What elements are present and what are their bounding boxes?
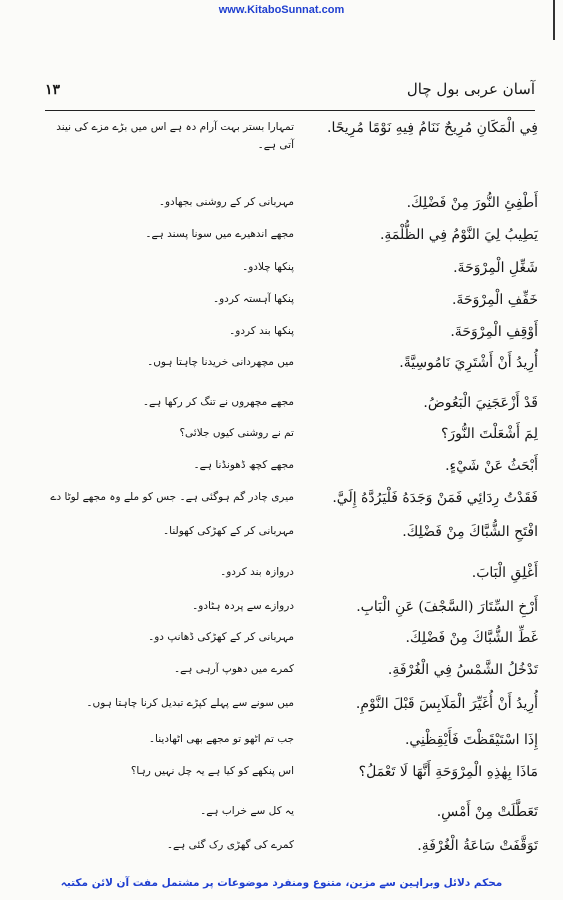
phrase-row [40,322,538,343]
urdu-translation: مجھے مچھروں نے تنگ کر رکھا ہے۔ [142,396,294,408]
urdu-translation: کمرے میں دھوپ آرہی ہے۔ [173,663,294,675]
arabic-phrase: أَغْلِقِ الْبَابَ. [471,565,538,581]
arabic-phrase: غَطِّ الشُّبَّاكَ مِنْ فَضْلِكَ. [405,630,538,646]
urdu-translation: مجھے کچھ ڈھونڈنا ہے۔ [193,459,294,471]
arabic-phrase: أَطْفِئِ النُّورَ مِنْ فَضْلِكَ. [406,195,538,211]
arabic-phrase: تَوَقَّفَتْ سَاعَةُ الْغُرْفَةِ. [417,838,538,854]
urdu-translation: پنکھا چلادو۔ [242,261,294,273]
site-url[interactable]: www.KitaboSunnat.com [218,4,345,16]
phrase-row [40,836,538,857]
phrase-row [40,628,538,649]
urdu-translation: مجھے اندھیرے میں سونا پسند ہے۔ [145,228,294,240]
page-number: ۱۳ [45,82,61,98]
footer-banner: محکم دلائل وبراہین سے مزین، متنوع ومنفرد موضوعات پر مشتمل مفت آن لائن مکتبہ [60,877,503,889]
phrase-row [40,456,538,477]
urdu-translation: دروازے سے پردہ ہٹادو۔ [192,600,294,612]
phrase-row [40,258,538,279]
phrase-row [40,522,538,543]
page-header [45,80,535,106]
arabic-phrase: فِي الْمَكَانِ مُرِيحٌ نَنَامُ فِيهِ نَوْمًا مُرِيحًا. [327,120,538,136]
arabic-phrase: افْتَحِ الشُّبَّاكَ مِنْ فَضْلِكَ. [402,524,538,540]
arabic-phrase: أُرِيدُ أَنْ أُغَيِّرَ الْمَلَابِسَ قَبْلَ النَّوْمِ. [355,696,538,712]
phrase-row [40,193,538,214]
arabic-phrase: تَعَطَّلَتْ مِنْ أَمْسِ. [436,804,538,820]
phrase-row [40,802,538,823]
urdu-translation: جب تم اٹھو تو مجھے بھی اٹھادینا۔ [148,733,294,745]
urdu-translation: میں مچھردانی خریدنا چاہتا ہوں۔ [147,356,294,368]
urdu-translation: مہربانی کر کے کھڑکی ڈھانپ دو۔ [148,631,294,643]
phrase-row [40,225,538,246]
arabic-phrase: خَفِّفِ الْمِرْوَحَةَ. [451,292,538,308]
arabic-phrase: أَرْخِ السِّتَارَ (السَّجْفَ) عَنِ الْبَابِ. [356,599,538,615]
urdu-translation: میری چادر گم ہوگئی ہے۔ جس کو ملے وہ مجھے لوٹا دے [50,491,294,503]
phrase-row [40,563,538,584]
arabic-phrase: أُرِيدُ أَنْ أَشْتَرِيَ نَامُوسِيَّةً. [399,355,538,371]
arabic-phrase: شَغِّلِ الْمِرْوَحَةَ. [453,260,538,276]
arabic-phrase: إِذَا اسْتَيْقَظْتَ فَأَيْقِظْنِي. [404,732,538,748]
arabic-phrase: لِمَ أَشْعَلْتَ النُّورَ؟ [440,426,538,442]
phrase-row [40,353,538,374]
arabic-phrase: فَقَدْتُ رِدَائِي فَمَنْ وَجَدَهُ فَلْيَرُدَّهُ إِلَيَّ. [332,490,538,506]
urdu-translation: پنکھا بند کردو۔ [229,325,294,337]
arabic-phrase: أَوْقِفِ الْمِرْوَحَةَ. [450,324,538,340]
arabic-phrase: تَدْخُلُ الشَّمْسُ فِي الْغُرْفَةِ. [387,662,538,678]
urdu-translation: میں سونے سے پہلے کپڑے تبدیل کرنا چاہتا ہوں۔ [86,697,294,709]
urdu-translation: تمہارا بستر بہت آرام دہ ہے اس میں بڑے مزے کی نیند آتی ہے۔ [56,121,294,151]
phrase-row [40,393,538,414]
urdu-translation: مہربانی کر کے روشنی بجھادو۔ [158,196,294,208]
phrase-row [40,118,538,154]
phrase-row [40,424,538,445]
arabic-phrase: مَاذَا بِهٰذِهِ الْمِرْوَحَةِ أَنَّهَا لَا تَعْمَلُ؟ [358,764,538,780]
phrase-row [40,290,538,311]
header-rule [45,110,535,111]
arabic-phrase: يَطِيبُ لِيَ النَّوْمُ فِي الظُّلْمَةِ. [379,227,538,243]
phrase-row [40,597,538,618]
urdu-translation: دروازہ بند کردو۔ [220,566,294,578]
urdu-translation: اس پنکھے کو کیا ہے یہ چل نہیں رہا؟ [130,765,294,777]
phrase-row [40,660,538,681]
phrase-row [40,762,538,783]
urdu-translation: تم نے روشنی کیوں جلائی؟ [179,427,294,439]
arabic-phrase: أَبْحَثُ عَنْ شَيْءٍ. [445,458,538,474]
running-title: آسان عربی بول چال [406,80,535,98]
urdu-translation: مہربانی کر کے کھڑکی کھولنا۔ [162,525,294,537]
phrase-row [40,488,538,509]
urdu-translation: یہ کل سے خراب ہے۔ [200,805,294,817]
arabic-phrase: قَدْ أَزْعَجَنِيَ الْبَعُوضُ. [423,395,538,411]
phrase-row [40,730,538,751]
phrase-row [40,694,538,715]
urdu-translation: پنکھا آہستہ کردو۔ [212,293,294,305]
urdu-translation: کمرے کی گھڑی رک گئی ہے۔ [166,839,294,851]
